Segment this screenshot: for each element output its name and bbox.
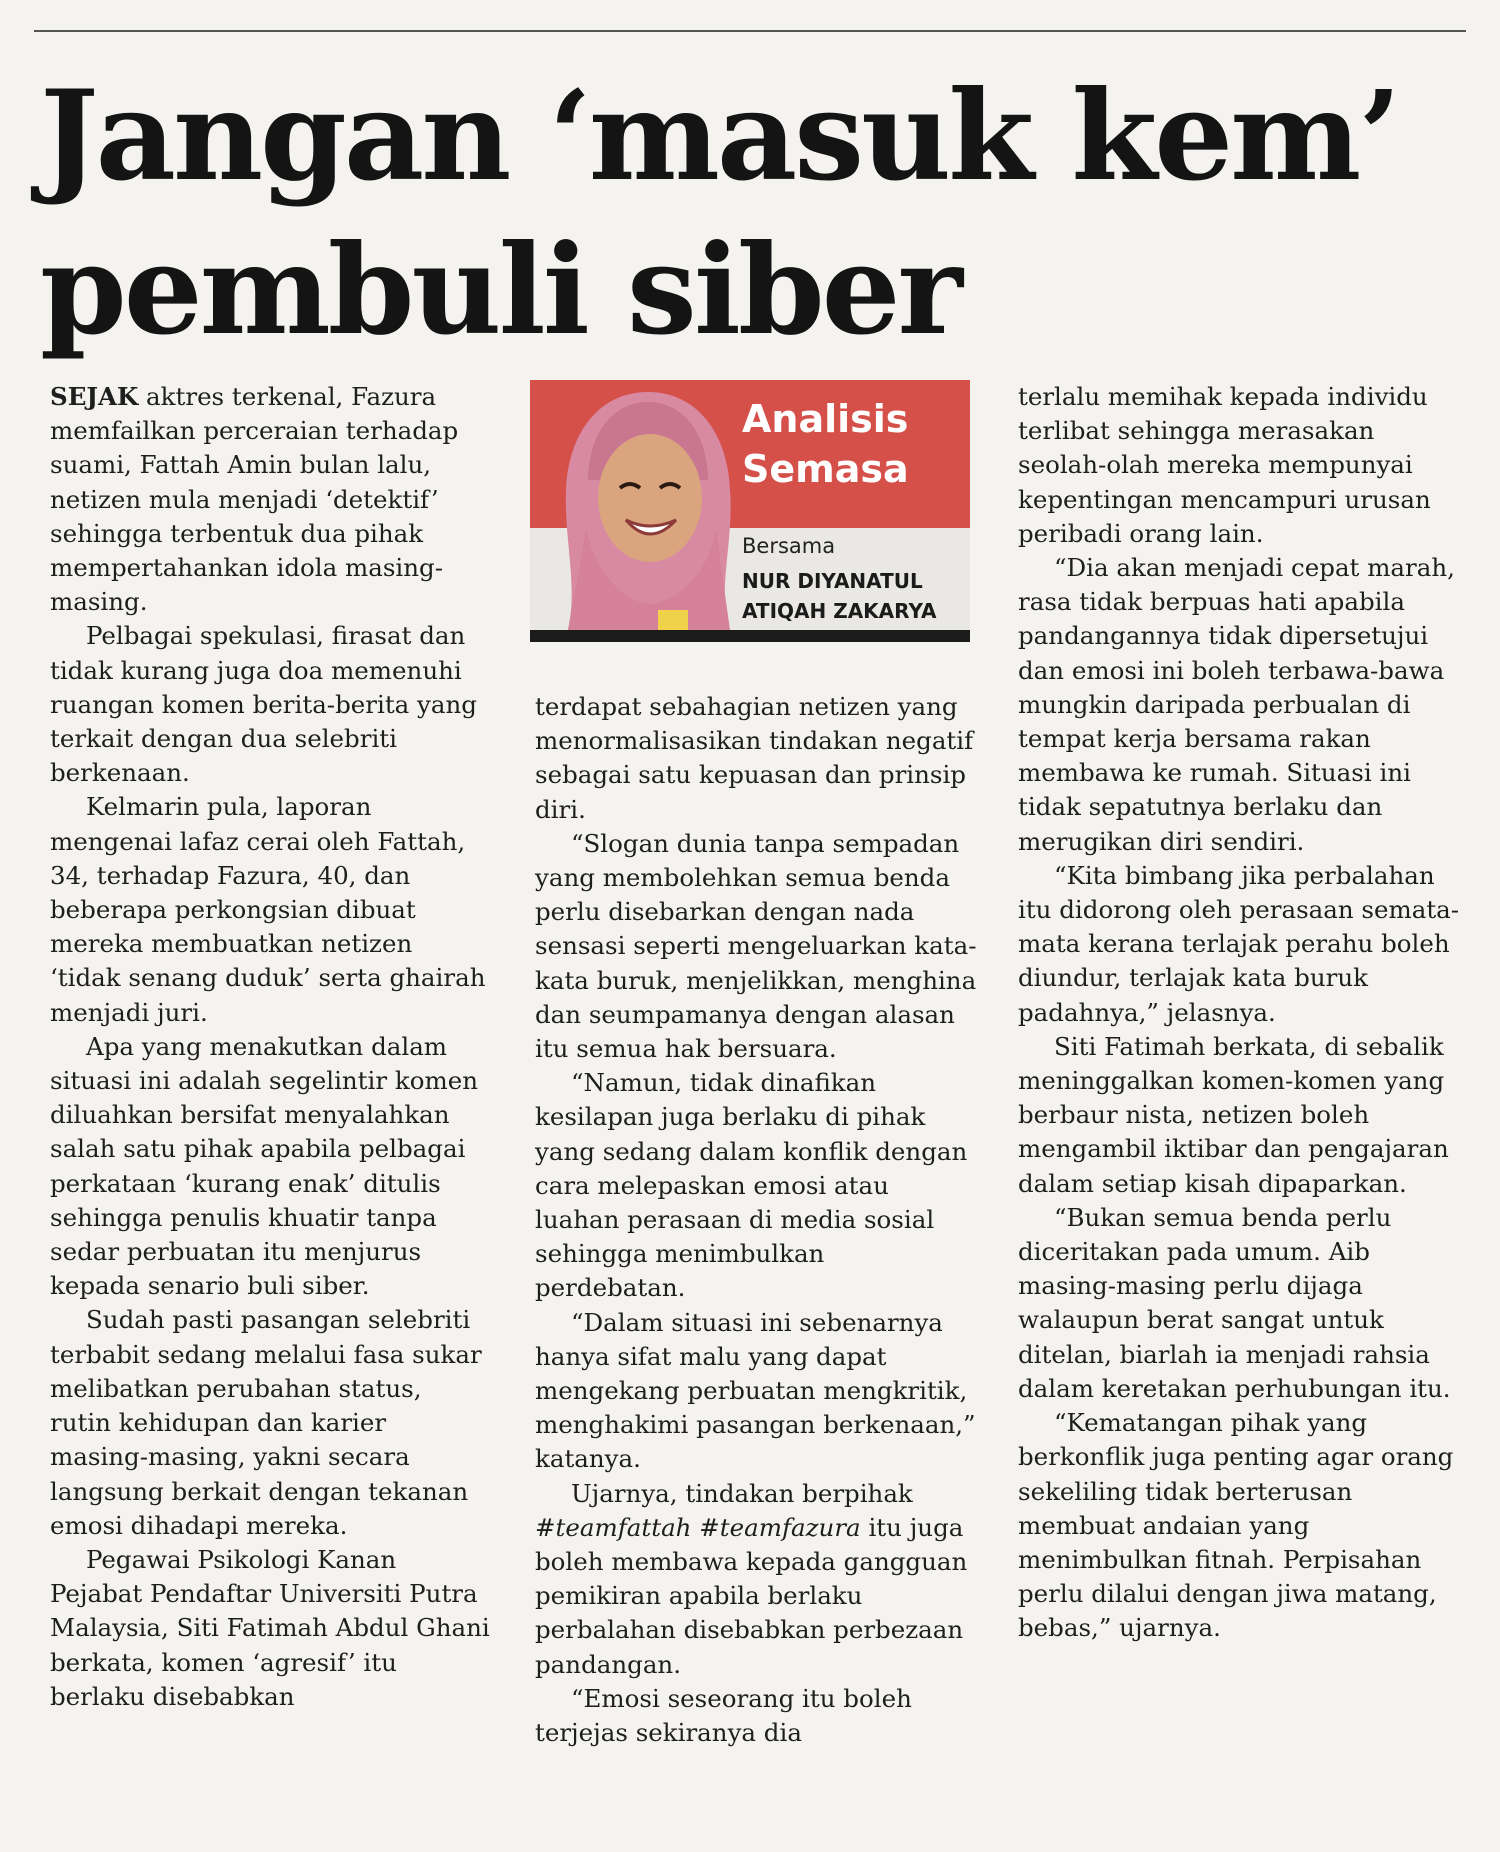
paragraph: “Namun, tidak dinafikan kesilapan juga berlaku di pihak yang sedang dalam konflik dengan cara melepaskan emosi atau luahan perasaan di media sosial sehingga menimbulkan perdebatan. [535,1068,968,1303]
paragraph: terdapat sebahagian netizen yang menormalisasikan tindakan negatif sebagai satu kepuasan dan prinsip diri. [535,692,974,824]
paragraph: Siti Fatimah berkata, di sebalik meninggalkan komen-komen yang berbaur nista, netizen boleh mengambil iktibar dan pengajaran dalam setiap kisah dipaparkan. [1018,1031,1449,1198]
paragraph: “Dia akan menjadi cepat marah, rasa tidak berpuas hati apabila pandangannya tidak dipersetujui dan emosi ini boleh terbawa-bawa mungkin daripada perbualan di tempat kerja bersama rakan membawa ke rumah. Situasi ini tidak sepatutnya berlaku dan merugikan diri sendiri. [1018,553,1455,856]
paragraph: SEJAK aktres terkenal, Fazura memfailkan perceraian terhadap suami, Fattah Amin bulan lalu, netizen mula menjadi ‘detektif’ sehingga terbentuk dua pihak mempertahankan idola masing-masing. [50,382,459,617]
headline [40,60,1440,368]
paragraph: “Slogan dunia tanpa sempadan yang membolehkan semua benda perlu disebarkan dengan nada sensasi seperti mengeluarkan kata-kata buruk, menjelikkan, menghina dan seumpamanya dengan alasan itu semua hak bersuara. [535,828,977,1064]
analysis-box [530,380,970,642]
author-name: NUR DIYANATUL ATIQAH ZAKARYA [742,569,937,623]
hashtags: #teamfattah #teamfazura [535,1512,861,1542]
article-column-1 [50,380,490,1714]
paragraph: Sudah pasti pasangan selebriti terbabit sedang melalui fasa sukar melibatkan perubahan status, rutin kehidupan dan karier masing-masing, yakni secara langsung berkait dengan tekanan emosi dihadapi mereka. [50,1305,482,1540]
paragraph: Apa yang menakutkan dalam situasi ini adalah segelintir komen diluahkan bersifat menyalahkan salah satu pihak apabila pelbagai perkataan ‘kurang enak’ ditulis sehingga penulis khuatir tanpa sedar perbuatan itu menjurus kepada senario buli siber. [50,1031,478,1301]
paragraph: Ujarnya, tindakan berpihak #teamfattah #teamfazura itu juga boleh membawa kepada gangguan pemikiran apabila berlaku perbalahan disebabkan perbezaan pandangan. [535,1478,968,1679]
paragraph: terlalu memihak kepada individu terlibat sehingga merasakan seolah-olah mereka mempunyai kepentingan mencampuri urusan peribadi orang lain. [1018,382,1431,548]
paragraph: “Kita bimbang jika perbalahan itu didorong oleh perasaan semata-mata kerana terlajak perahu boleh diundur, terlajak kata buruk padahnya,” jelasnya. [1018,860,1460,1027]
analysis-bottom-rule [530,630,970,642]
paragraph: “Dalam situasi ini sebenarnya hanya sifat malu yang dapat mengekang perbuatan mengkritik, menghakimi pasangan berkenaan,” katanya. [535,1307,976,1474]
analysis-title: Analisis Semasa [742,397,909,491]
article-column-2 [535,690,980,1750]
paragraph: “Emosi seseorang itu boleh terjejas sekiranya dia [535,1683,912,1748]
lead-word: SEJAK [50,382,139,411]
paragraph: “Bukan semua benda perlu diceritakan pada umum. Aib masing-masing perlu dijaga walaupun berat sangat untuk ditelan, biarlah ia menjadi rahsia dalam keretakan perhubungan itu. [1018,1202,1451,1403]
article-column-3 [1018,380,1463,1646]
paragraph: Pelbagai spekulasi, firasat dan tidak kurang juga doa memenuhi ruangan komen berita-berita yang terkait dengan dua selebriti berkenaan. [50,621,477,788]
analysis-with-label: Bersama [742,534,836,558]
top-rule [34,30,1466,32]
paragraph: Kelmarin pula, laporan mengenai lafaz cerai oleh Fattah, 34, terhadap Fazura, 40, dan beberapa perkongsian dibuat mereka membuatkan netizen ‘tidak senang duduk’ serta ghairah menjadi juri. [50,792,486,1027]
paragraph: “Kematangan pihak yang berkonflik juga penting agar orang sekeliling tidak berterusan membuat andaian yang menimbulkan fitnah. Perpisahan perlu dilalui dengan jiwa matang, bebas,” ujarnya. [1018,1408,1454,1643]
paragraph: Pegawai Psikologi Kanan Pejabat Pendaftar Universiti Putra Malaysia, Siti Fatimah Abdul Ghani berkata, komen ‘agresif’ itu berlaku disebabkan [50,1544,490,1711]
author-portrait [538,380,758,630]
headline-line-1: Jangan ‘masuk kem’ [40,64,1399,209]
headline-line-2: pembuli siber [40,218,960,363]
